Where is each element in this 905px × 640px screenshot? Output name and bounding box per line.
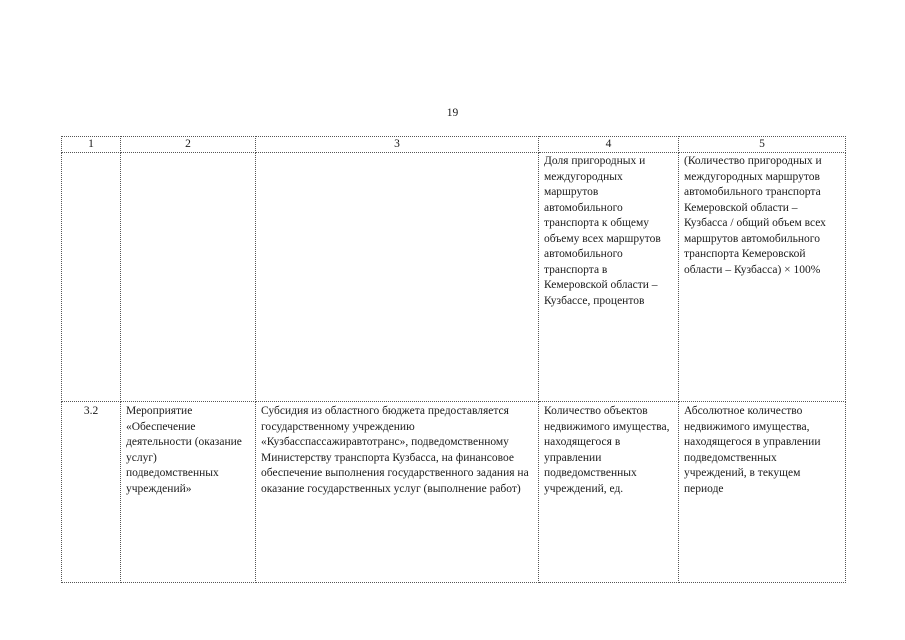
measure-description-cell: [256, 153, 539, 402]
measure-name-cell: [121, 153, 256, 402]
table-row: [62, 153, 846, 402]
measures-table: [61, 136, 846, 583]
page-number: 19: [446, 107, 459, 119]
column-header: 4: [539, 137, 679, 153]
column-header: 3: [256, 137, 539, 153]
table-header-row: [62, 137, 846, 153]
column-header: 2: [121, 137, 256, 153]
indicator-cell: Количество объектов недвижимого имущества, находящегося в управлении подведомственных учреждений, ед.: [539, 402, 679, 583]
column-header: 1: [62, 137, 121, 153]
indicator-cell: Доля пригородных и междугородных маршрутов автомобильного транспорта к общему объему всех маршрутов автомобильного транспорта в Кемеровской области – Кузбассе, процентов: [539, 153, 679, 402]
table-row: [62, 402, 846, 583]
calculation-method-cell: (Количество пригородных и междугородных маршрутов автомобильного транспорта Кемеровской области – Кузбасса / общий объем всех маршрутов автомобильного транспорта Кемеровской области – Кузбасса) × 100%: [679, 153, 846, 402]
row-number-cell: 3.2: [62, 402, 121, 583]
measure-name-cell: Мероприятие «Обеспечение деятельности (оказание услуг) подведомственных учреждений»: [121, 402, 256, 583]
calculation-method-cell: Абсолютное количество недвижимого имущества, находящегося в управлении подведомственных учреждений, в текущем периоде: [679, 402, 846, 583]
row-number-cell: [62, 153, 121, 402]
measure-description-cell: Субсидия из областного бюджета предоставляется государственному учреждению «Кузбасспассажиравтотранс», подведомственному Министерству транспорта Кузбасса, на финансовое обеспечение выполнения государственного задания на оказание государственных услуг (выполнение работ): [256, 402, 539, 583]
column-header: 5: [679, 137, 846, 153]
